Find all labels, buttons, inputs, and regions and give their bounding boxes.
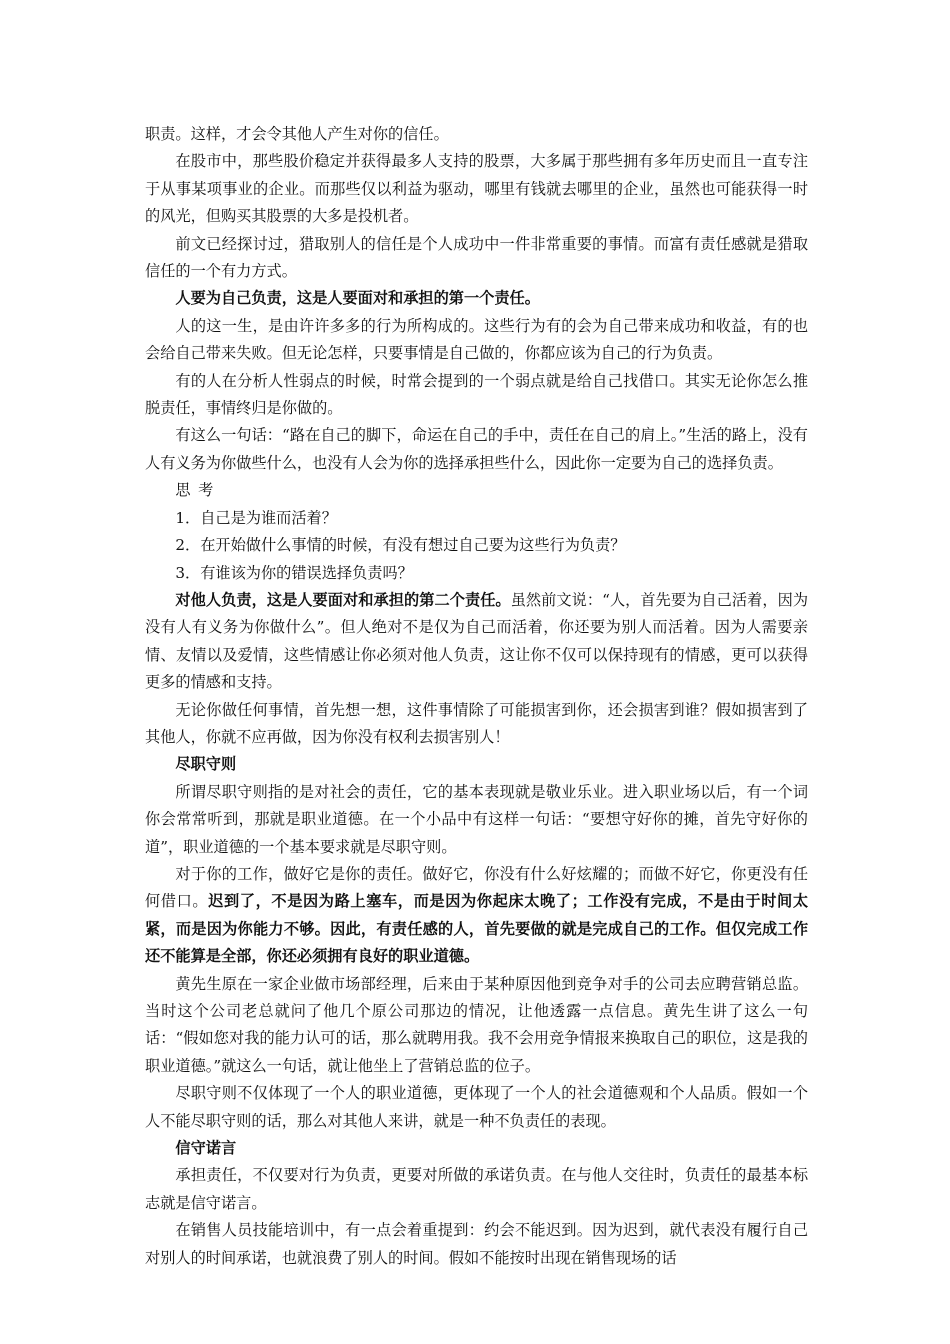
text-run: 承担责任，不仅要对行为负责，更要对所做的承诺负责。在与他人交往时，负责任的最基本标志就是信守诺言。 bbox=[145, 1166, 808, 1212]
text-run: 对于你的工作，做好它是你的责任。做好它，你没有什么好炫耀的；而做不好它，你更没有任何借口。 bbox=[145, 864, 808, 911]
body-paragraph bbox=[145, 121, 808, 148]
text-run: 在销售人员技能培训中，有一点会着重提到：约会不能迟到。因为迟到，就代表没有履行自己对别人的时间承诺，也就浪费了别人的时间。假如不能按时出现在销售现场的话 bbox=[145, 1221, 808, 1267]
body-paragraph bbox=[145, 368, 808, 423]
text-run: 有的人在分析人性弱点的时候，时常会提到的一个弱点就是给自己找借口。其实无论你怎么推脱责任，事情终归是你做的。 bbox=[145, 371, 808, 418]
bold-text-run: 对他人负责，这是人要面对和承担的第二个责任。 bbox=[175, 590, 511, 609]
text-run: 有这么一句话：“路在自己的脚下，命运在自己的手中，责任在自己的肩上。”生活的路上，没有人有义务为你做些什么，也没有人会为你的选择承担些什么，因此你一定要为自己的选择负责。 bbox=[145, 426, 808, 472]
section-heading bbox=[145, 285, 808, 312]
body-paragraph bbox=[145, 1162, 808, 1217]
body-paragraph bbox=[145, 422, 808, 477]
text-run: 1．自己是为谁而活着？ bbox=[175, 508, 337, 527]
body-paragraph bbox=[145, 231, 808, 286]
body-paragraph bbox=[145, 779, 808, 861]
body-paragraph bbox=[145, 697, 808, 752]
text-run: 3．有谁该为你的错误选择负责吗？ bbox=[175, 563, 413, 582]
body-paragraph bbox=[145, 148, 808, 230]
body-paragraph bbox=[145, 313, 808, 368]
think-heading bbox=[145, 477, 808, 504]
bold-text-run: 迟到了，不是因为路上塞车，而是因为你起床太晚了；工作没有完成，不是由于时间太紧，而是因为你能力不够。因此，有责任感的人，首先要做的就是完成自己的工作。但仅完成工作还不能算是全部，你还必须拥有良好的职业道德。 bbox=[145, 892, 809, 966]
body-paragraph bbox=[145, 1217, 808, 1272]
text-run: 前文已经探讨过，猎取别人的信任是个人成功中一件非常重要的事情。而富有责任感就是猎取信任的一个有力方式。 bbox=[145, 234, 808, 281]
section-heading bbox=[145, 751, 808, 778]
body-paragraph bbox=[145, 1080, 808, 1135]
text-run: 信守诺言 bbox=[175, 1139, 237, 1158]
text-run: 人要为自己负责，这是人要面对和承担的第一个责任。 bbox=[175, 289, 540, 308]
document-body bbox=[145, 121, 808, 1272]
body-paragraph bbox=[145, 505, 808, 532]
text-run: 所谓尽职守则指的是对社会的责任，它的基本表现就是敬业乐业。进入职业场以后，有一个词你会常常听到，那就是职业道德。在一个小品中有这样一句话：“要想守好你的摊，首先守好你的道”，职业道德的一个基本要求就是尽职守则。 bbox=[145, 782, 808, 856]
text-run: 思考 bbox=[175, 481, 221, 500]
body-paragraph bbox=[145, 587, 808, 697]
text-run: 2．在开始做什么事情的时候，有没有想过自己要为这些行为负责？ bbox=[175, 536, 626, 555]
text-run: 人的这一生，是由许许多多的行为所构成的。这些行为有的会为自己带来成功和收益，有的也会给自己带来失败。但无论怎样，只要事情是自己做的，你都应该为自己的行为负责。 bbox=[145, 316, 808, 363]
body-paragraph bbox=[145, 560, 808, 587]
text-run: 尽职守则 bbox=[175, 755, 237, 774]
text-run: 尽职守则不仅体现了一个人的职业道德，更体现了一个人的社会道德观和个人品质。假如一个人不能尽职守则的话，那么对其他人来讲，就是一种不负责任的表现。 bbox=[145, 1084, 808, 1130]
text-run: 虽然前文说：“人，首先要为自己活着，因为没有人有义务为你做什么”。但人绝对不是仅为自己而活着，你还要为别人而活着。因为人需要亲情、友情以及爱情，这些情感让你必须对他人负责，这让你不仅可以保持现有的情感，更可以获得更多的情感和支持。 bbox=[145, 590, 809, 692]
body-paragraph bbox=[145, 971, 808, 1081]
text-run: 在股市中，那些股价稳定并获得最多人支持的股票，大多属于那些拥有多年历史而且一直专注于从事某项事业的企业。而那些仅以利益为驱动，哪里有钱就去哪里的企业，虽然也可能获得一时的风光，但购买其股票的大多是投机者。 bbox=[145, 152, 808, 226]
body-paragraph bbox=[145, 861, 808, 971]
text-run: 黄先生原在一家企业做市场部经理，后来由于某种原因他到竞争对手的公司去应聘营销总监。当时这个公司老总就问了他几个原公司那边的情况，让他透露一点信息。黄先生讲了这么一句话：“假如您对我的能力认可的话，那么就聘用我。我不会用竞争情报来换取自己的职位，这是我的职业道德。”就这么一句话，就让他坐上了营销总监的位子。 bbox=[145, 974, 808, 1075]
body-paragraph bbox=[145, 532, 808, 559]
section-heading bbox=[145, 1135, 808, 1162]
text-run: 无论你做任何事情，首先想一想，这件事情除了可能损害到你，还会损害到谁？假如损害到了其他人，你就不应再做，因为你没有权利去损害别人！ bbox=[145, 700, 808, 746]
text-run: 职责。这样，才会令其他人产生对你的信任。 bbox=[145, 125, 449, 143]
